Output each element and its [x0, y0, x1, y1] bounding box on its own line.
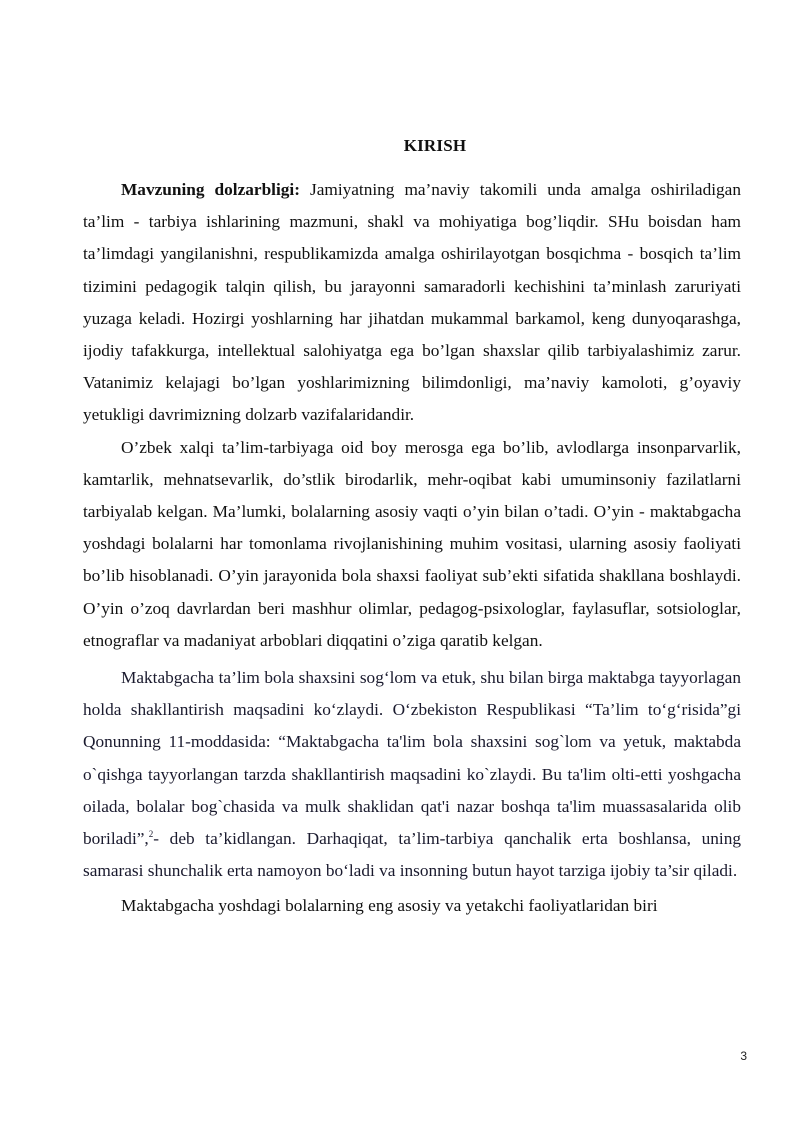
- paragraph-text: - deb ta’kidlangan. Darhaqiqat, ta’lim-tarbiya qanchalik erta boshlansa, uning samarasi shunchalik erta namoyon bo‘ladi va insonning butun hayot tarziga ijobiy ta’sir qiladi.: [83, 829, 741, 881]
- paragraph: [83, 890, 741, 922]
- paragraph: [83, 174, 741, 432]
- page-number: 3: [740, 1049, 747, 1063]
- paragraph-lead: Mavzuning dolzarbligi:: [121, 180, 300, 199]
- paragraph-text: Maktabgacha yoshdagi bolalarning eng asosiy va yetakchi faoliyatlaridan biri: [121, 896, 658, 916]
- body-text: [83, 174, 741, 923]
- paragraph-text: O’zbek xalqi ta’lim-tarbiyaga oid boy merosga ega bo’lib, avlodlarga insonparvarlik, kamtarlik, mehnatsevarlik, do’stlik birodarlik, mehr-oqibat kabi umuminsoniy fazilatlarni tarbiyalab kelgan. Ma’lumki, bolalarning asosiy vaqti o’yin bilan o’tadi. O’yin - maktabgacha yoshdagi bolalarni har tomonlama rivojlanishining muhim vositasi, ularning asosiy faoliyati bo’lib hisoblanadi. O’yin jarayonida bola shaxsi faoliyat sub’ekti sifatida shakllana boshlaydi. O’yin o’zoq davrlardan beri mashhur olimlar, pedagog-psixologlar, faylasuflar, sotsiologlar, etnograflar va madaniyat arboblari diqqatini o’ziga qaratib kelgan.: [83, 437, 741, 650]
- paragraph: [83, 432, 741, 657]
- paragraph-text: Jamiyatning ma’naviy takomili unda amalga oshiriladigan ta’lim - tarbiya ishlarining mazmuni, shakl va mohiyatiga bog’liqdir. SHu boisdan ham ta’limdagi yangilanishni, respublikamizda amalga oshirilayotgan bosqichma - bosqich ta’lim tizimini pedagogik talqin qilish, bu jarayonni samaradorli kechishini ta’minlash zaruriyati yuzaga keladi. Hozirgi yoshlarning har jihatdan mukammal barkamol, keng dunyoqarashga, ijodiy tafakkurga, intellektual salohiyatga ega bo’lgan shaxslar qilib tarbiyalashimiz zarur. Vatanimiz kelajagi bo’lgan yoshlarimizning bilimdonligi, ma’naviy kamoloti, g’oyaviy yetukligi davrimizning dolzarb vazifalaridandir.: [83, 180, 741, 425]
- section-title: KIRISH: [403, 136, 467, 155]
- paragraph-text: Maktabgacha ta’lim bola shaxsini sog‘lom va etuk, shu bilan birga maktabga tayyorlagan holda shakllantirish maqsadini ko‘zlaydi. O‘zbekiston Respublikasi “Ta’lim to‘g‘risida”gi Qonunning 11-moddasida: “Maktabgacha ta'lim bola shaxsini sog`lom va yetuk, maktabda o`qishga tayyorlangan tarzda shakllantirish maqsadini ko`zlaydi. Bu ta'lim olti-etti yoshgacha oilada, bolalar bog`chasida va mulk shaklidan qat'i nazar boshqa ta'lim muassasalarida olib boriladi”,: [83, 668, 741, 849]
- footnote-mark: 2: [148, 829, 154, 840]
- paragraph: [83, 662, 741, 887]
